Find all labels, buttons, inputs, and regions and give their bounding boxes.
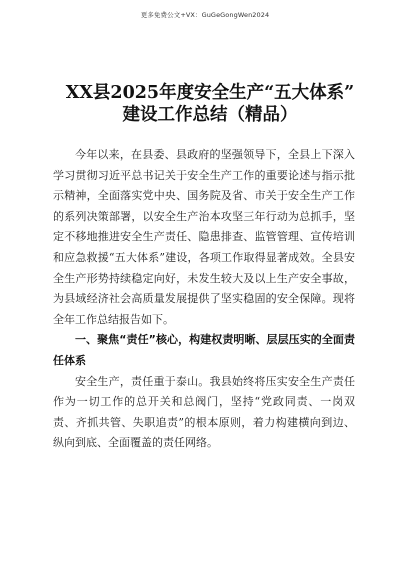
title-line-2: 建设工作总结（精品） xyxy=(122,105,298,125)
section-1-paragraph: 安全生产，责任重于泰山。我县始终将压实安全生产责任作为一切工作的总开关和总阀门，坚持“党政同责、一岗双责、齐抓共管、失职追责”的根本原则，着力构建横向到边、纵向到底、全面覆盖的责任网络。 xyxy=(53,374,355,450)
document-title xyxy=(40,82,380,126)
section-1-heading: 一、聚焦“责任”核心，构建权责明晰、层层压实的全面责任体系 xyxy=(53,333,355,367)
title-line-1: XX县2025年度安全生产“五大体系” xyxy=(65,83,355,103)
document-body xyxy=(53,145,355,454)
header-note: 更多免费公文+VX：GuGeGongWen2024 xyxy=(140,11,270,19)
intro-paragraph: 今年以来，在县委、县政府的坚强领导下，全县上下深入学习贯彻习近平总书记关于安全生产工作的重要论述与指示批示精神，全面落实党中央、国务院及省、市关于安全生产工作的系列决策部署，以安全生产治本攻坚三年行动为总抓手，坚定不移地推进安全生产责任、隐患排查、监管管理、宣传培训和应急救援“五大体系”建设，各项工作取得显著成效。全县安全生产形势持续稳定向好，未发生较大及以上生产安全事故，为县域经济社会高质量发展提供了坚实稳固的安全保障。现将全年工作总结报告如下。 xyxy=(53,148,355,326)
